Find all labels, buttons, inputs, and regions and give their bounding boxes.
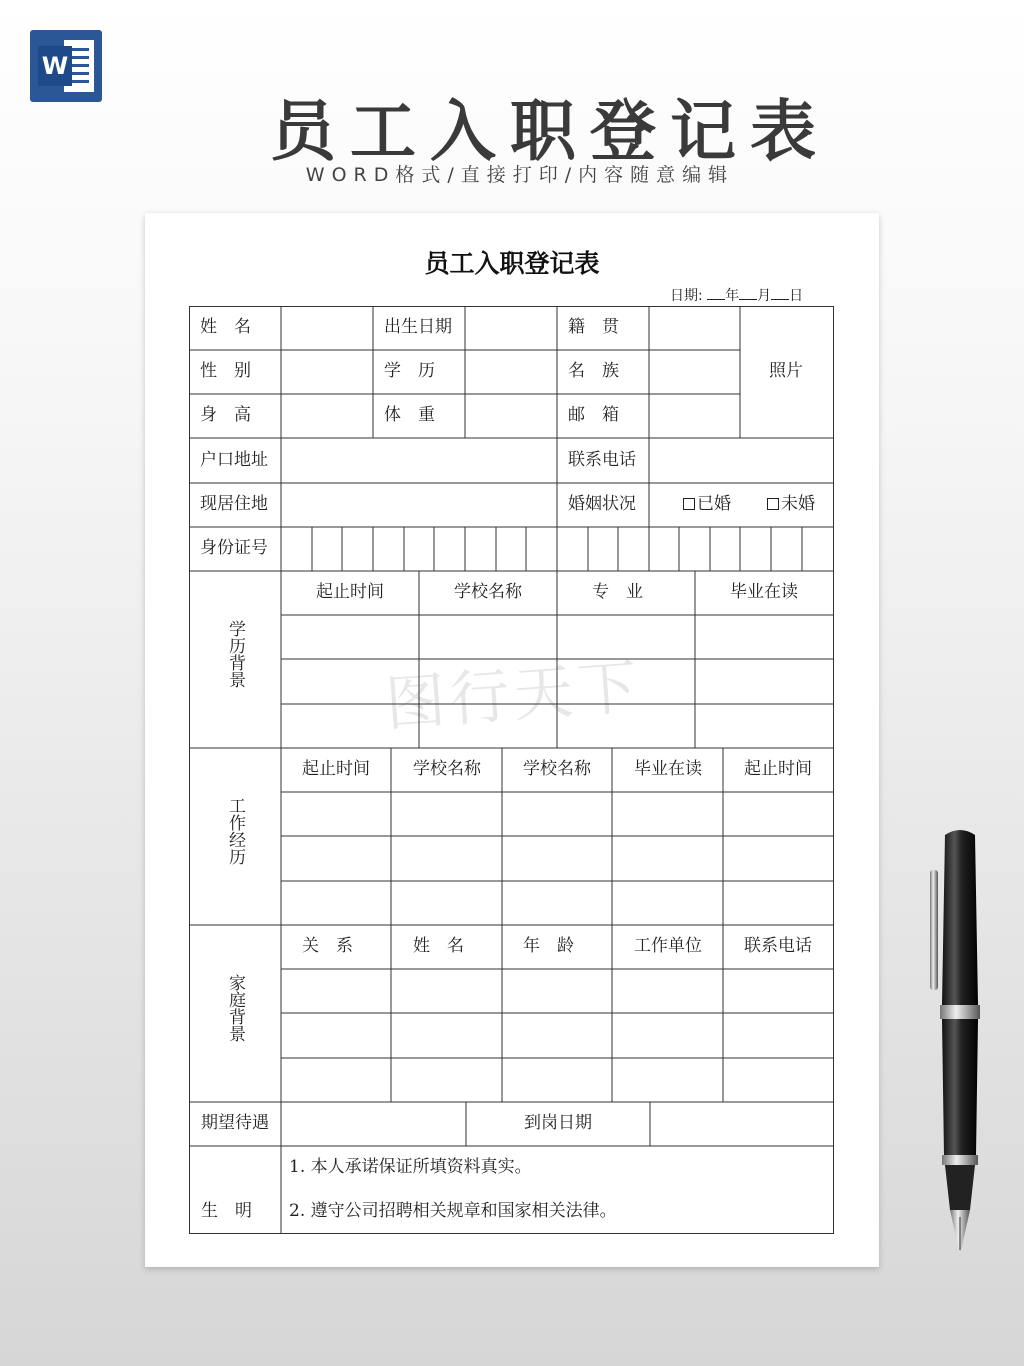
- work-header-3: 学校名称: [523, 759, 591, 779]
- label-residence: 现居住地: [200, 494, 268, 514]
- form-grid: [189, 306, 834, 1234]
- work-header-1: 起止时间: [302, 759, 370, 779]
- date-line: [670, 285, 803, 305]
- label-declaration: 生 明: [201, 1201, 252, 1221]
- unmarried-option[interactable]: [767, 496, 815, 516]
- label-weight: 体 重: [384, 405, 435, 425]
- work-header-4: 毕业在读: [634, 759, 702, 779]
- family-header-phone: 联系电话: [744, 936, 812, 956]
- edu-header-school: 学校名称: [454, 582, 522, 602]
- fountain-pen-icon: [920, 825, 990, 1255]
- label-birth-date: 出生日期: [384, 317, 452, 337]
- family-section-label: 家庭背景: [225, 974, 245, 1042]
- family-header-name: 姓 名: [413, 936, 464, 956]
- label-name: 姓 名: [200, 317, 251, 337]
- education-section-label: 学历背景: [225, 620, 245, 688]
- statement-2: 2. 遵守公司招聘相关规章和国家相关法律。: [289, 1201, 617, 1221]
- label-expected-pay: 期望待遇: [201, 1113, 269, 1133]
- label-contact-phone: 联系电话: [568, 450, 636, 470]
- family-header-age: 年 龄: [523, 936, 574, 956]
- label-id-number: 身份证号: [200, 538, 268, 558]
- label-origin: 籍 贯: [568, 317, 619, 337]
- family-header-relation: 关 系: [302, 936, 353, 956]
- married-checkbox[interactable]: [683, 498, 695, 510]
- label-photo: 照片: [769, 361, 803, 381]
- page-subtitle: WORD格式/直接打印/内容随意编辑: [305, 164, 735, 186]
- label-gender: 性 别: [200, 361, 251, 381]
- word-letter: W: [38, 46, 72, 86]
- page-title: 员工入职登记表: [270, 93, 830, 170]
- watermark: 图行天下: [383, 652, 644, 740]
- edu-header-major: 专 业: [592, 582, 643, 602]
- unmarried-label: 未婚: [781, 494, 815, 514]
- date-month: 月: [757, 288, 772, 304]
- registration-form: [189, 306, 834, 1234]
- married-option[interactable]: [683, 496, 731, 516]
- unmarried-checkbox[interactable]: [767, 498, 779, 510]
- work-header-5: 起止时间: [744, 759, 812, 779]
- married-label: 已婚: [697, 494, 731, 514]
- label-ethnicity: 名 族: [568, 361, 619, 381]
- statement-1: 1. 本人承诺保证所填资料真实。: [289, 1157, 532, 1177]
- date-label: 日期:: [670, 288, 703, 304]
- form-title: 员工入职登记表: [424, 249, 600, 278]
- edu-header-status: 毕业在读: [730, 582, 798, 602]
- label-height: 身 高: [200, 405, 251, 425]
- label-start-date: 到岗日期: [524, 1113, 592, 1133]
- label-marital-status: 婚姻状况: [568, 494, 636, 514]
- edu-header-period: 起止时间: [316, 582, 384, 602]
- work-section-label: 工作经历: [225, 797, 245, 865]
- label-hukou-address: 户口地址: [200, 450, 268, 470]
- date-year: 年: [725, 288, 740, 304]
- family-header-employer: 工作单位: [634, 936, 702, 956]
- date-day: 日: [789, 288, 804, 304]
- label-email: 邮 箱: [568, 405, 619, 425]
- label-education: 学 历: [384, 361, 435, 381]
- work-header-2: 学校名称: [413, 759, 481, 779]
- word-icon: [30, 30, 102, 102]
